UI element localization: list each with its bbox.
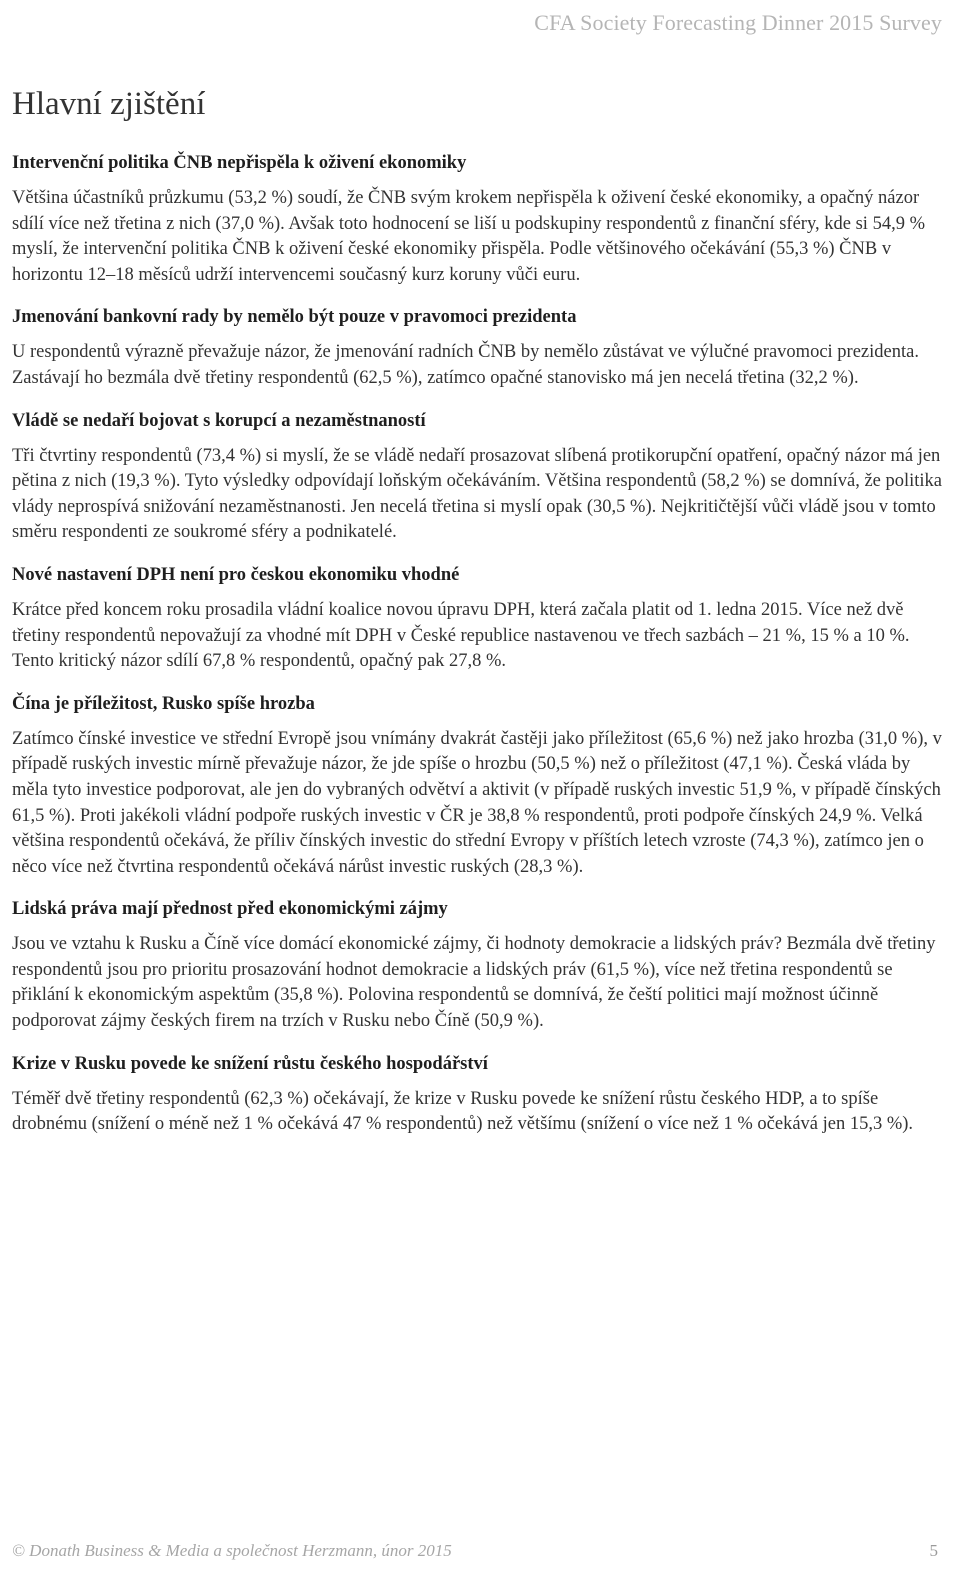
running-header-title: CFA Society Forecasting Dinner 2015 Survey [534,10,942,35]
section-paragraph: Zatímco čínské investice ve střední Evropě jsou vnímány dvakrát častěji jako příležitost (65,6 %) než jako hrozba (31,0 %), v případě ruských investic mírně převažuje názor, že jde spíše o hrozbu (50,5 %) než o příležitost (47,1 %). Česká vláda by měla tyto investice podporovat, ale jen do vybraných odvětví a aktivit (v případě ruských investic 51,9 %, v případě čínských 61,5 %). Proti jakékoli vládní podpoře ruských investic v ČR je 38,8 % respondentů, proti podpoře čínských 24,9 %. Velká většina respondentů očekává, že příliv čínských investic do střední Evropy v příštích letech vzroste (74,3 %), zatímco jen o něco více než čtvrtina respondentů očekává nárůst investic ruských (28,3 %). [12,728,942,877]
section-corruption-unemployment [12,408,947,546]
section-heading: Jmenování bankovní rady by nemělo být pouze v pravomoci prezidenta [12,307,577,328]
page-title: Hlavní zjištění [12,86,206,122]
section-heading: Čína je příležitost, Rusko spíše hrozba [12,693,315,714]
page-number: 5 [929,1541,938,1560]
section-heading: Intervenční politika ČNB nepřispěla k oživení ekonomiky [12,153,467,173]
section-paragraph: Jsou ve vztahu k Rusku a Číně více domácí ekonomické zájmy, či hodnoty demokracie a lidských práv? Bezmála dvě třetiny respondentů jsou pro prioritu prosazování hodnot demokracie a lidských práv (61,5 %), více než třetina respondentů se přiklání k ekonomickým aspektům (35,8 %). Polovina respondentů se domnívá, že čeští politici mají možnost účinně podporovat zájmy českých firem na trzích v Rusku nebo Číně (50,9 %). [12,934,936,1032]
section-heading: Krize v Rusku povede ke snížení růstu českého hospodářství [12,1053,488,1074]
section-heading: Lidská práva mají přednost před ekonomickými zájmy [12,899,448,920]
findings-content [12,150,947,1154]
section-paragraph: Tři čtvrtiny respondentů (73,4 %) si myslí, že se vládě nedaří prosazovat slíbená protikorupční opatření, opačný názor má jen pětina z nich (19,3 %). Tyto výsledky odpovídají loňským očekáváním. Většina respondentů (58,2 %) se domnívá, že politika vlády neprospívá snižování nezaměstnanosti. Jen necelá třetina si myslí opak (30,5 %). Nejkritičtější vůči vládě jsou v tomto směru respondenti ze soukromé sféry a podnikatelé. [12,445,943,543]
section-cnb-intervention [12,150,947,288]
section-paragraph: Téměř dvě třetiny respondentů (62,3 %) očekávají, že krize v Rusku povede ke snížení růstu českého HDP, a to spíše drobnému (snížení o méně než 1 % očekává 47 % respondentů) než většímu (snížení o více než 1 % očekává jen 15,3 %). [12,1088,914,1135]
section-heading: Nové nastavení DPH není pro českou ekonomiku vhodné [12,564,460,585]
section-china-russia [12,691,947,881]
section-paragraph: Většina účastníků průzkumu (53,2 %) soudí, že ČNB svým krokem nepřispěla k oživení české ekonomiky, a opačný názor sdílí více než třetina z nich (37,0 %). Avšak toto hodnocení se liší u podskupiny respondentů z finanční sféry, kde si 54,9 % myslí, že intervenční politika ČNB k oživení české ekonomiky přispěla. Podle většinového očekávání (55,3 %) ČNB v horizontu 12–18 měsíců udrží intervencemi současný kurz koruny vůči euru. [12,188,925,285]
section-paragraph: Krátce před koncem roku prosadila vládní koalice novou úpravu DPH, která začala platit od 1. ledna 2015. Více než dvě třetiny respondentů nepovažují za vhodné mít DPH v České republice nastavenou ve třech sazbách – 21 %, 15 % a 10 %. Tento kritický názor sdílí 67,8 % respondentů, opačný pak 27,8 %. [12,599,910,672]
section-paragraph: U respondentů výrazně převažuje názor, že jmenování radních ČNB by nemělo zůstávat ve výlučné pravomoci prezidenta. Zastávají ho bezmála dvě třetiny respondentů (62,5 %), zatímco opačné stanovisko má jen necelá třetina (32,2 %). [12,342,919,388]
section-vat [12,562,947,675]
section-russia-crisis [12,1051,947,1138]
section-bank-board [12,304,947,391]
section-human-rights [12,896,947,1034]
section-heading: Vládě se nedaří bojovat s korupcí a nezaměstnaností [12,410,426,431]
footer-credit: © Donath Business & Media a společnost Herzmann, únor 2015 [12,1541,452,1560]
